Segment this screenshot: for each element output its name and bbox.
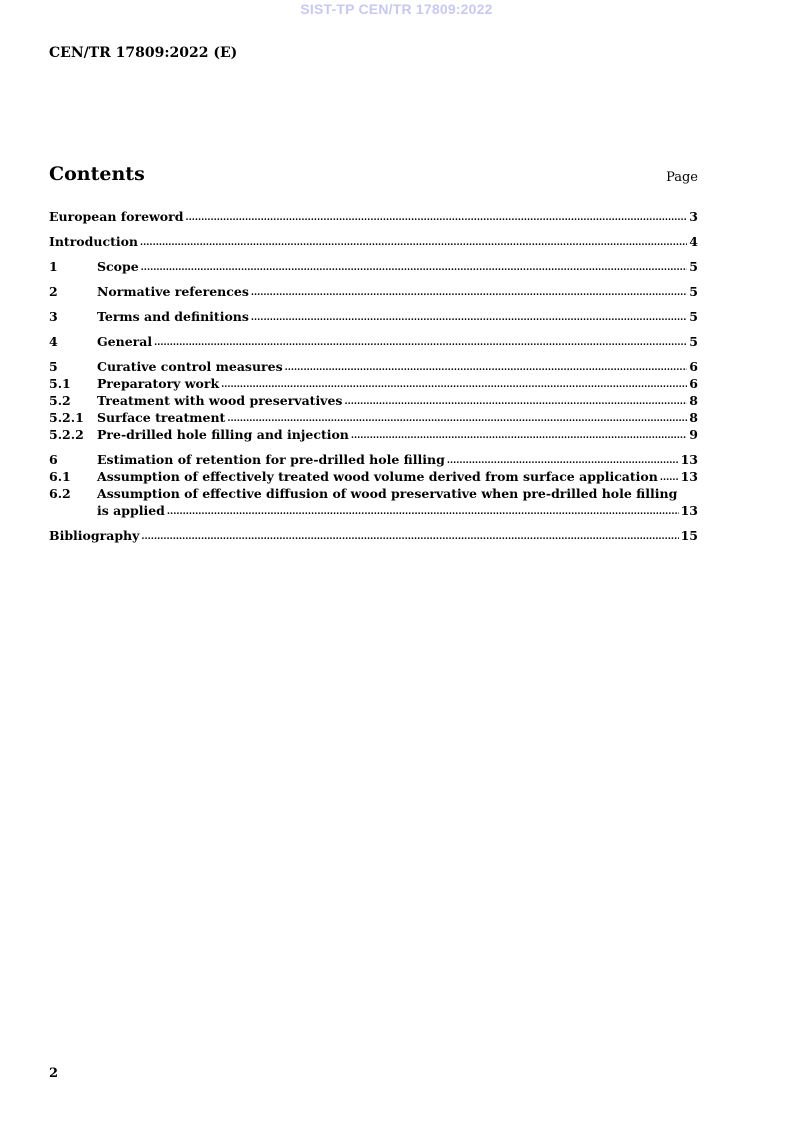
toc-page-number: 6 [689,376,698,391]
toc-page-number: 13 [680,469,698,484]
toc-page-number: 9 [689,427,698,442]
toc-title: Treatment with wood preservatives [97,393,343,408]
toc-entry-european-foreword[interactable] [49,208,698,225]
toc-title: Bibliography [49,528,140,543]
toc-number: 5.2.1 [49,410,84,425]
document-id-header: CEN/TR 17809:2022 (E) [49,45,238,61]
toc-number: 5 [49,359,58,374]
toc-leader-dots [660,471,679,485]
toc-title: Normative references [97,284,249,299]
toc-entry-treatment-with-wood-preservatives[interactable] [49,392,698,409]
toc-page-number: 6 [689,359,698,374]
toc-entry-scope[interactable] [49,258,698,275]
toc-leader-dots [447,454,679,468]
toc-number: 5.2 [49,393,71,408]
contents-heading: Contents [49,163,145,185]
toc-page-number: 13 [680,503,698,518]
toc-title: Pre-drilled hole filling and injection [97,427,349,442]
toc-title: Assumption of effectively treated wood volume derived from surface application [97,469,658,484]
toc-title: Curative control measures [97,359,283,374]
toc-entry-introduction[interactable] [49,233,698,250]
toc-leader-dots [251,286,687,300]
toc-leader-dots [227,412,687,426]
page-column-label: Page [666,170,698,185]
toc-leader-dots [251,311,687,325]
toc-leader-dots [140,236,687,250]
toc-number: 5.2.2 [49,427,84,442]
toc-leader-dots [285,361,688,375]
toc-entry-pre-drilled-hole-filling-and-injection[interactable] [49,426,698,443]
toc-title: Scope [97,259,139,274]
toc-entry-preparatory-work[interactable] [49,375,698,392]
toc-title: Preparatory work [97,376,220,391]
toc-number: 6.1 [49,469,71,484]
toc-leader-dots [221,378,687,392]
toc-page-number: 13 [680,452,698,467]
toc-number: 6.2 [49,486,71,501]
watermark: SIST-TP CEN/TR 17809:2022 [300,1,493,17]
toc-page-number: 5 [689,259,698,274]
page-number: 2 [49,1066,59,1081]
toc-entry-normative-references[interactable] [49,283,698,300]
toc-page-number: 4 [689,234,698,249]
toc-title: Introduction [49,234,139,249]
toc-page-number: 8 [689,393,698,408]
toc-entry-estimation-of-retention[interactable] [49,451,698,468]
toc-leader-dots [167,505,679,519]
toc-page-number: 5 [689,284,698,299]
toc-leader-dots [344,395,687,409]
toc-entry-general[interactable] [49,333,698,350]
toc-entry-surface-treatment[interactable] [49,409,698,426]
toc-title: European foreword [49,209,184,224]
toc-entry-effective-diffusion[interactable] [49,485,698,519]
toc-entry-curative-control-measures[interactable] [49,358,698,375]
toc-title: General [97,334,153,349]
toc-page-number: 3 [689,209,698,224]
toc-title: Surface treatment [97,410,226,425]
toc-page-number: 5 [689,334,698,349]
toc-title: Estimation of retention for pre-drilled hole filling [97,452,445,467]
toc-page-number: 8 [689,410,698,425]
table-of-contents [49,208,698,544]
toc-title: Terms and definitions [97,309,249,324]
toc-leader-dots [154,336,687,350]
toc-page-number: 15 [680,528,698,543]
toc-title-continuation: is applied [97,503,165,518]
toc-entry-bibliography[interactable] [49,527,698,544]
toc-number: 5.1 [49,376,71,391]
toc-leader-dots [185,211,687,225]
toc-leader-dots [351,429,687,443]
toc-number: 6 [49,452,58,467]
toc-number: 2 [49,284,58,299]
toc-number: 4 [49,334,58,349]
toc-leader-dots [141,261,688,275]
toc-leader-dots [141,530,678,544]
toc-entry-effectively-treated-wood-volume[interactable] [49,468,698,485]
toc-title: Assumption of effective diffusion of wood preservative when pre-drilled hole filling [97,486,678,501]
toc-number: 3 [49,309,58,324]
toc-number: 1 [49,259,58,274]
toc-page-number: 5 [689,309,698,324]
toc-entry-terms-and-definitions[interactable] [49,308,698,325]
